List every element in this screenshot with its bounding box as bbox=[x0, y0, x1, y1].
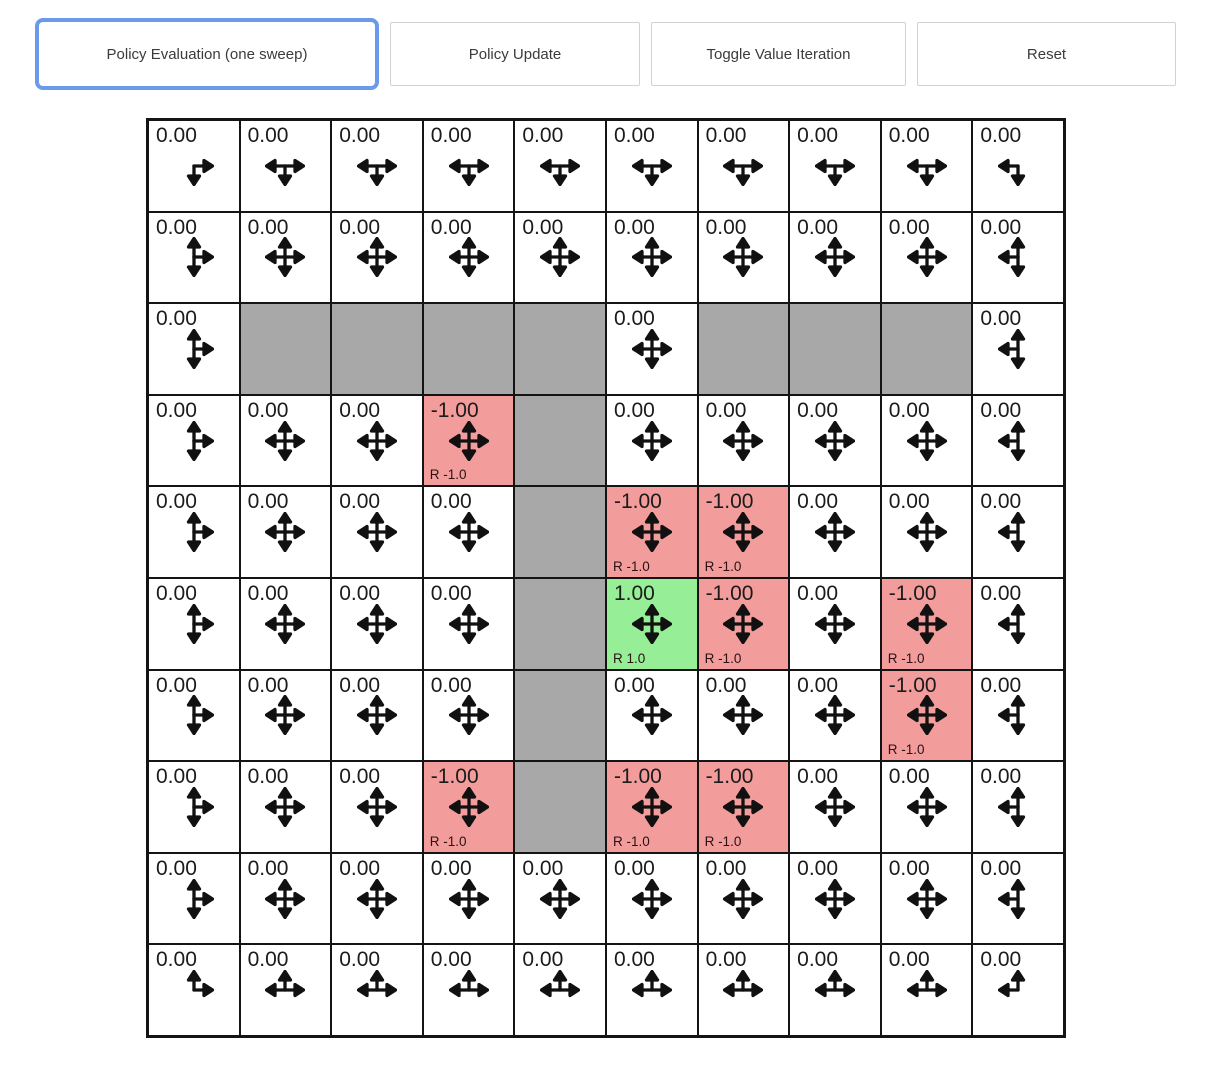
cell-value: 0.00 bbox=[430, 490, 472, 514]
cell-reward-label: R -1.0 bbox=[612, 558, 650, 574]
policy-arrows-icon bbox=[998, 421, 1038, 461]
cell-reward-label: R 1.0 bbox=[612, 650, 646, 666]
grid-cell[interactable] bbox=[148, 578, 240, 670]
cell-value: 0.00 bbox=[888, 856, 930, 880]
cell-value: -1.00 bbox=[613, 765, 662, 789]
grid-cell[interactable] bbox=[148, 853, 240, 945]
cell-value: 0.00 bbox=[797, 215, 839, 239]
cell-value: 0.00 bbox=[888, 948, 930, 972]
toggle-value-iteration-button[interactable]: Toggle Value Iteration bbox=[651, 22, 906, 86]
grid-cell[interactable] bbox=[148, 944, 240, 1036]
grid-cell[interactable] bbox=[881, 212, 973, 304]
policy-arrows-icon bbox=[357, 695, 397, 735]
grid-cell[interactable] bbox=[240, 578, 332, 670]
policy-arrows-icon bbox=[265, 237, 305, 277]
grid-cell[interactable] bbox=[972, 395, 1064, 487]
grid-cell[interactable] bbox=[606, 212, 698, 304]
policy-arrows-icon bbox=[723, 970, 763, 1010]
grid-cell[interactable] bbox=[606, 395, 698, 487]
cell-value: 0.00 bbox=[980, 307, 1022, 331]
policy-arrows-icon bbox=[357, 146, 397, 186]
policy-arrows-icon bbox=[357, 879, 397, 919]
grid-cell[interactable] bbox=[606, 578, 698, 670]
policy-arrows-icon bbox=[265, 421, 305, 461]
grid-cell[interactable] bbox=[423, 853, 515, 945]
policy-arrows-icon bbox=[540, 970, 580, 1010]
cell-reward-label: R -1.0 bbox=[704, 558, 742, 574]
grid-cell[interactable] bbox=[423, 761, 515, 853]
grid-cell[interactable] bbox=[698, 120, 790, 212]
grid-cell-wall[interactable] bbox=[514, 303, 606, 395]
cell-value: 0.00 bbox=[156, 398, 197, 422]
grid-cell[interactable] bbox=[789, 761, 881, 853]
cell-value: 0.00 bbox=[247, 856, 289, 880]
policy-arrows-icon bbox=[357, 421, 397, 461]
cell-value: -1.00 bbox=[888, 581, 937, 605]
grid-cell-wall[interactable] bbox=[331, 303, 423, 395]
grid-cell[interactable] bbox=[148, 486, 240, 578]
policy-arrows-icon bbox=[265, 695, 305, 735]
grid-cell[interactable] bbox=[606, 486, 698, 578]
policy-arrows-icon bbox=[449, 879, 489, 919]
cell-value: 0.00 bbox=[430, 673, 472, 697]
grid-cell[interactable] bbox=[972, 761, 1064, 853]
grid-cell[interactable] bbox=[240, 486, 332, 578]
policy-arrows-icon bbox=[357, 512, 397, 552]
cell-value: 0.00 bbox=[980, 124, 1022, 147]
grid-cell[interactable] bbox=[331, 761, 423, 853]
cell-value: 0.00 bbox=[613, 948, 655, 972]
policy-arrows-icon bbox=[265, 146, 305, 186]
grid-cell-wall[interactable] bbox=[514, 670, 606, 762]
gridworld bbox=[146, 118, 1066, 1038]
policy-arrows-icon bbox=[815, 421, 855, 461]
grid-cell[interactable] bbox=[972, 212, 1064, 304]
policy-arrows-icon bbox=[632, 329, 672, 369]
cell-value: 0.00 bbox=[613, 215, 655, 239]
cell-value: -1.00 bbox=[430, 765, 479, 789]
policy-arrows-icon bbox=[449, 237, 489, 277]
policy-arrows-icon bbox=[723, 787, 763, 827]
grid-cell-wall[interactable] bbox=[789, 303, 881, 395]
policy-arrows-icon bbox=[998, 787, 1038, 827]
policy-arrows-icon bbox=[632, 237, 672, 277]
policy-arrows-icon bbox=[449, 512, 489, 552]
grid-cell[interactable] bbox=[881, 578, 973, 670]
policy-arrows-icon bbox=[357, 970, 397, 1010]
grid-cell[interactable] bbox=[423, 670, 515, 762]
policy-arrows-icon bbox=[265, 604, 305, 644]
cell-value: 0.00 bbox=[156, 765, 197, 789]
grid-cell[interactable] bbox=[789, 395, 881, 487]
cell-value: 0.00 bbox=[156, 856, 197, 880]
grid-cell[interactable] bbox=[423, 944, 515, 1036]
cell-value: 0.00 bbox=[247, 765, 289, 789]
grid-cell[interactable] bbox=[972, 670, 1064, 762]
policy-arrows-icon bbox=[449, 421, 489, 461]
policy-arrows-icon bbox=[723, 512, 763, 552]
grid-cell-wall[interactable] bbox=[240, 303, 332, 395]
cell-value: 0.00 bbox=[522, 124, 564, 147]
cell-value: 0.00 bbox=[247, 490, 289, 514]
grid-cell[interactable] bbox=[606, 120, 698, 212]
cell-value: 0.00 bbox=[522, 948, 564, 972]
grid-cell[interactable] bbox=[881, 670, 973, 762]
grid-cell[interactable] bbox=[331, 395, 423, 487]
policy-arrows-icon bbox=[907, 695, 947, 735]
grid-cell[interactable] bbox=[240, 944, 332, 1036]
grid-cell[interactable] bbox=[423, 486, 515, 578]
grid-cell[interactable] bbox=[972, 120, 1064, 212]
cell-value: 0.00 bbox=[339, 581, 381, 605]
policy-arrows-icon bbox=[540, 146, 580, 186]
grid-cell[interactable] bbox=[148, 120, 240, 212]
grid-cell[interactable] bbox=[240, 670, 332, 762]
cell-reward-label: R -1.0 bbox=[612, 833, 650, 849]
policy-arrows-icon bbox=[449, 970, 489, 1010]
grid-cell[interactable] bbox=[514, 853, 606, 945]
grid-cell[interactable] bbox=[331, 944, 423, 1036]
cell-value: 0.00 bbox=[980, 856, 1022, 880]
grid-cell[interactable] bbox=[331, 486, 423, 578]
cell-value: 0.00 bbox=[797, 948, 839, 972]
grid-cell[interactable] bbox=[148, 395, 240, 487]
cell-value: 0.00 bbox=[156, 490, 197, 514]
cell-value: 0.00 bbox=[430, 215, 472, 239]
policy-arrows-icon bbox=[723, 146, 763, 186]
cell-value: 0.00 bbox=[522, 215, 564, 239]
cell-value: 0.00 bbox=[980, 765, 1022, 789]
cell-reward-label: R -1.0 bbox=[887, 650, 925, 666]
grid-cell[interactable] bbox=[881, 944, 973, 1036]
grid-cell[interactable] bbox=[972, 578, 1064, 670]
cell-value: 0.00 bbox=[980, 490, 1022, 514]
cell-value: 0.00 bbox=[339, 673, 381, 697]
policy-arrows-icon bbox=[265, 512, 305, 552]
grid-cell-wall[interactable] bbox=[514, 486, 606, 578]
policy-arrows-icon bbox=[265, 970, 305, 1010]
cell-reward-label: R -1.0 bbox=[704, 833, 742, 849]
grid-cell[interactable] bbox=[514, 120, 606, 212]
grid-cell[interactable] bbox=[240, 853, 332, 945]
cell-value: 0.00 bbox=[705, 215, 747, 239]
cell-value: 0.00 bbox=[705, 856, 747, 880]
policy-arrows-icon bbox=[632, 421, 672, 461]
cell-value: 0.00 bbox=[797, 124, 839, 147]
grid-cell[interactable] bbox=[881, 761, 973, 853]
cell-value: 0.00 bbox=[430, 948, 472, 972]
cell-reward-label: R -1.0 bbox=[429, 467, 467, 483]
policy-arrows-icon bbox=[632, 879, 672, 919]
cell-value: 0.00 bbox=[339, 856, 381, 880]
grid-cell-wall[interactable] bbox=[881, 303, 973, 395]
cell-value: 0.00 bbox=[156, 307, 197, 331]
policy-arrows-icon bbox=[174, 604, 214, 644]
policy-arrows-icon bbox=[907, 970, 947, 1010]
cell-value: 0.00 bbox=[888, 398, 930, 422]
cell-value: -1.00 bbox=[888, 673, 937, 697]
cell-value: 0.00 bbox=[339, 398, 381, 422]
cell-value: 0.00 bbox=[980, 215, 1022, 239]
grid-cell[interactable] bbox=[423, 120, 515, 212]
policy-arrows-icon bbox=[723, 421, 763, 461]
policy-arrows-icon bbox=[998, 237, 1038, 277]
cell-value: 0.00 bbox=[339, 215, 381, 239]
grid-cell[interactable] bbox=[698, 212, 790, 304]
grid-cell[interactable] bbox=[789, 944, 881, 1036]
cell-value: 0.00 bbox=[156, 673, 197, 697]
grid-cell[interactable] bbox=[606, 761, 698, 853]
cell-value: 0.00 bbox=[705, 948, 747, 972]
cell-value: 0.00 bbox=[522, 856, 564, 880]
policy-arrows-icon bbox=[723, 604, 763, 644]
cell-value: 0.00 bbox=[705, 398, 747, 422]
cell-reward-label: R -1.0 bbox=[704, 650, 742, 666]
cell-value: 0.00 bbox=[156, 581, 197, 605]
cell-value: 0.00 bbox=[888, 765, 930, 789]
policy-arrows-icon bbox=[998, 604, 1038, 644]
grid-cell[interactable] bbox=[881, 486, 973, 578]
cell-value: 0.00 bbox=[247, 124, 289, 147]
grid-cell[interactable] bbox=[514, 944, 606, 1036]
grid-cell[interactable] bbox=[606, 853, 698, 945]
grid-cell-wall[interactable] bbox=[423, 303, 515, 395]
cell-value: -1.00 bbox=[613, 490, 662, 514]
policy-arrows-icon bbox=[815, 146, 855, 186]
grid-cell[interactable] bbox=[789, 486, 881, 578]
grid-cell[interactable] bbox=[881, 853, 973, 945]
policy-arrows-icon bbox=[998, 970, 1038, 1010]
cell-value: 0.00 bbox=[430, 581, 472, 605]
cell-reward-label: R -1.0 bbox=[887, 742, 925, 758]
grid-cell[interactable] bbox=[331, 212, 423, 304]
grid-cell-wall[interactable] bbox=[514, 761, 606, 853]
grid-cell[interactable] bbox=[881, 120, 973, 212]
policy-arrows-icon bbox=[998, 879, 1038, 919]
policy-arrows-icon bbox=[815, 604, 855, 644]
cell-value: 0.00 bbox=[980, 948, 1022, 972]
policy-arrows-icon bbox=[907, 879, 947, 919]
cell-value: 0.00 bbox=[797, 856, 839, 880]
policy-arrows-icon bbox=[357, 237, 397, 277]
policy-arrows-icon bbox=[998, 695, 1038, 735]
policy-arrows-icon bbox=[540, 237, 580, 277]
grid-cell[interactable] bbox=[331, 670, 423, 762]
grid-cell[interactable] bbox=[423, 395, 515, 487]
grid-cell[interactable] bbox=[698, 761, 790, 853]
grid-cell[interactable] bbox=[972, 303, 1064, 395]
policy-arrows-icon bbox=[998, 512, 1038, 552]
cell-value: 0.00 bbox=[888, 490, 930, 514]
grid-cell[interactable] bbox=[148, 212, 240, 304]
policy-arrows-icon bbox=[449, 146, 489, 186]
policy-arrows-icon bbox=[540, 879, 580, 919]
cell-value: 0.00 bbox=[980, 673, 1022, 697]
cell-value: 0.00 bbox=[339, 490, 381, 514]
policy-arrows-icon bbox=[174, 237, 214, 277]
cell-value: 0.00 bbox=[247, 215, 289, 239]
policy-arrows-icon bbox=[265, 879, 305, 919]
policy-arrows-icon bbox=[174, 146, 214, 186]
grid-cell[interactable] bbox=[514, 212, 606, 304]
grid-cell[interactable] bbox=[606, 670, 698, 762]
policy-arrows-icon bbox=[815, 237, 855, 277]
cell-value: 0.00 bbox=[247, 948, 289, 972]
cell-value: 0.00 bbox=[430, 124, 472, 147]
grid-cell[interactable] bbox=[789, 670, 881, 762]
cell-value: 0.00 bbox=[613, 673, 655, 697]
cell-value: 0.00 bbox=[797, 490, 839, 514]
grid-cell[interactable] bbox=[698, 670, 790, 762]
policy-arrows-icon bbox=[907, 146, 947, 186]
grid-cell[interactable] bbox=[423, 212, 515, 304]
grid-cell[interactable] bbox=[972, 486, 1064, 578]
grid-cell[interactable] bbox=[331, 120, 423, 212]
grid-cell[interactable] bbox=[698, 853, 790, 945]
grid-cell[interactable] bbox=[240, 761, 332, 853]
grid-cell[interactable] bbox=[240, 395, 332, 487]
policy-arrows-icon bbox=[449, 695, 489, 735]
cell-value: 0.00 bbox=[797, 581, 839, 605]
policy-arrows-icon bbox=[815, 970, 855, 1010]
cell-value: 1.00 bbox=[613, 581, 655, 605]
policy-arrows-icon bbox=[449, 787, 489, 827]
policy-arrows-icon bbox=[632, 695, 672, 735]
cell-value: 0.00 bbox=[156, 948, 197, 972]
policy-arrows-icon bbox=[632, 512, 672, 552]
policy-arrows-icon bbox=[815, 879, 855, 919]
grid-cell[interactable] bbox=[331, 578, 423, 670]
policy-arrows-icon bbox=[174, 787, 214, 827]
reset-button[interactable]: Reset bbox=[917, 22, 1176, 86]
cell-value: 0.00 bbox=[613, 856, 655, 880]
cell-value: 0.00 bbox=[613, 398, 655, 422]
grid-cell[interactable] bbox=[148, 303, 240, 395]
grid-cell[interactable] bbox=[881, 395, 973, 487]
grid-cell-wall[interactable] bbox=[698, 303, 790, 395]
policy-arrows-icon bbox=[815, 695, 855, 735]
cell-value: -1.00 bbox=[705, 490, 754, 514]
grid-cell[interactable] bbox=[789, 578, 881, 670]
grid-cell[interactable] bbox=[698, 944, 790, 1036]
grid-cell-wall[interactable] bbox=[514, 395, 606, 487]
cell-value: 0.00 bbox=[613, 124, 655, 147]
grid-cell[interactable] bbox=[423, 578, 515, 670]
cell-value: 0.00 bbox=[797, 673, 839, 697]
grid-cell[interactable] bbox=[698, 486, 790, 578]
grid-cell[interactable] bbox=[148, 670, 240, 762]
grid-cell[interactable] bbox=[240, 120, 332, 212]
cell-value: 0.00 bbox=[888, 215, 930, 239]
policy-update-button[interactable]: Policy Update bbox=[390, 22, 640, 86]
cell-value: 0.00 bbox=[797, 398, 839, 422]
policy-arrows-icon bbox=[632, 604, 672, 644]
cell-value: -1.00 bbox=[430, 398, 479, 422]
policy-arrows-icon bbox=[174, 329, 214, 369]
policy-arrows-icon bbox=[998, 329, 1038, 369]
policy-arrows-icon bbox=[907, 421, 947, 461]
grid-cell-wall[interactable] bbox=[514, 578, 606, 670]
policy-arrows-icon bbox=[723, 237, 763, 277]
cell-value: 0.00 bbox=[156, 124, 197, 147]
policy-arrows-icon bbox=[449, 604, 489, 644]
policy-arrows-icon bbox=[907, 604, 947, 644]
grid-cell[interactable] bbox=[606, 944, 698, 1036]
grid-cell[interactable] bbox=[789, 120, 881, 212]
grid-cell[interactable] bbox=[972, 944, 1064, 1036]
cell-value: 0.00 bbox=[339, 948, 381, 972]
cell-value: 0.00 bbox=[339, 765, 381, 789]
policy-arrows-icon bbox=[723, 695, 763, 735]
cell-value: 0.00 bbox=[430, 856, 472, 880]
toolbar bbox=[0, 0, 1208, 80]
grid-cell[interactable] bbox=[789, 853, 881, 945]
cell-reward-label: R -1.0 bbox=[429, 833, 467, 849]
policy-arrows-icon bbox=[815, 512, 855, 552]
policy-arrows-icon bbox=[998, 146, 1038, 186]
grid-cell[interactable] bbox=[972, 853, 1064, 945]
policy-arrows-icon bbox=[907, 512, 947, 552]
cell-value: 0.00 bbox=[888, 124, 930, 147]
policy-arrows-icon bbox=[265, 787, 305, 827]
cell-value: -1.00 bbox=[705, 765, 754, 789]
policy-arrows-icon bbox=[723, 879, 763, 919]
policy-arrows-icon bbox=[907, 237, 947, 277]
cell-value: 0.00 bbox=[247, 398, 289, 422]
policy-arrows-icon bbox=[174, 970, 214, 1010]
policy-arrows-icon bbox=[907, 787, 947, 827]
cell-value: 0.00 bbox=[980, 398, 1022, 422]
policy-arrows-icon bbox=[632, 970, 672, 1010]
policy-arrows-icon bbox=[632, 146, 672, 186]
cell-value: 0.00 bbox=[705, 124, 747, 147]
policy-arrows-icon bbox=[174, 695, 214, 735]
policy-arrows-icon bbox=[357, 787, 397, 827]
cell-value: -1.00 bbox=[705, 581, 754, 605]
policy-evaluation-button[interactable]: Policy Evaluation (one sweep) bbox=[35, 18, 379, 90]
cell-value: 0.00 bbox=[705, 673, 747, 697]
grid-cell[interactable] bbox=[240, 212, 332, 304]
policy-arrows-icon bbox=[174, 879, 214, 919]
cell-value: 0.00 bbox=[247, 673, 289, 697]
policy-arrows-icon bbox=[174, 421, 214, 461]
cell-value: 0.00 bbox=[797, 765, 839, 789]
grid-cell[interactable] bbox=[331, 853, 423, 945]
policy-arrows-icon bbox=[174, 512, 214, 552]
grid-cell[interactable] bbox=[148, 761, 240, 853]
cell-value: 0.00 bbox=[613, 307, 655, 331]
policy-arrows-icon bbox=[632, 787, 672, 827]
grid-cell[interactable] bbox=[789, 212, 881, 304]
policy-arrows-icon bbox=[815, 787, 855, 827]
grid-cell[interactable] bbox=[698, 395, 790, 487]
grid-cell[interactable] bbox=[606, 303, 698, 395]
cell-value: 0.00 bbox=[247, 581, 289, 605]
cell-value: 0.00 bbox=[980, 581, 1022, 605]
grid-cell[interactable] bbox=[698, 578, 790, 670]
cell-value: 0.00 bbox=[156, 215, 197, 239]
policy-arrows-icon bbox=[357, 604, 397, 644]
cell-value: 0.00 bbox=[339, 124, 381, 147]
